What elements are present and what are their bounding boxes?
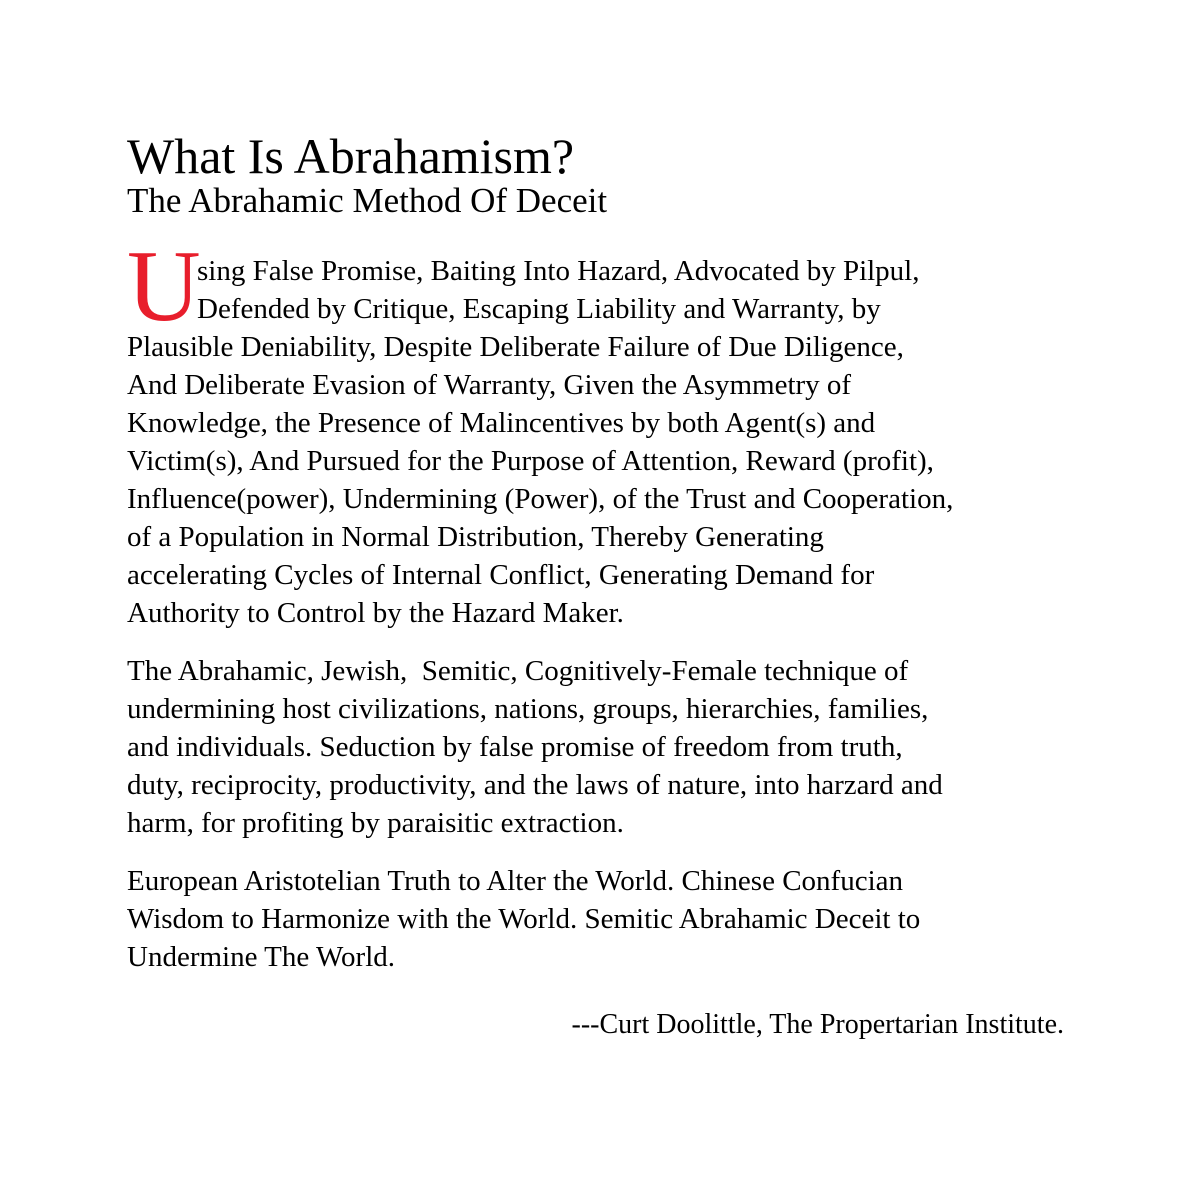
page-title: What Is Abrahamism? [127,128,575,184]
text-line: Knowledge, the Presence of Malincentives by both Agent(s) and [127,407,876,439]
text-line: Defended by Critique, Escaping Liability and Warranty, by [197,293,881,325]
text-line: Influence(power), Undermining (Power), of the Trust and Cooperation, [127,483,954,515]
document-page [127,128,1064,1044]
text-line: duty, reciprocity, productivity, and the laws of nature, into harzard and [127,769,943,801]
text-line: Plausible Deniability, Despite Deliberate Failure of Due Diligence, [127,331,904,363]
page-subtitle: The Abrahamic Method Of Deceit [127,181,608,220]
text-line: sing False Promise, Baiting Into Hazard, Advocated by Pilpul, [197,255,920,287]
text-line: undermining host civilizations, nations, groups, hierarchies, families, [127,693,929,725]
text-line: The Abrahamic, Jewish, Semitic, Cognitively-Female technique of [127,655,909,687]
paragraph-definition [127,230,1064,632]
drop-cap-letter: U [127,230,201,343]
paragraph-technique [127,652,1064,842]
text-line: Authority to Control by the Hazard Maker. [127,597,624,629]
text-line: Victim(s), And Pursued for the Purpose of Attention, Reward (profit), [127,445,934,477]
text-line: European Aristotelian Truth to Alter the World. Chinese Confucian [127,865,904,897]
text-line: of a Population in Normal Distribution, Thereby Generating [127,521,824,553]
text-line: harm, for profiting by paraisitic extraction. [127,807,624,839]
paragraph-comparison [127,862,1064,976]
text-line: Wisdom to Harmonize with the World. Semitic Abrahamic Deceit to [127,903,921,935]
text-line: And Deliberate Evasion of Warranty, Given the Asymmetry of [127,369,852,401]
text-line: accelerating Cycles of Internal Conflict, Generating Demand for [127,559,875,591]
text-line: Undermine The World. [127,941,396,973]
attribution-line: ---Curt Doolittle, The Propertarian Institute. [571,1009,1064,1040]
text-line: and individuals. Seduction by false promise of freedom from truth, [127,731,903,763]
